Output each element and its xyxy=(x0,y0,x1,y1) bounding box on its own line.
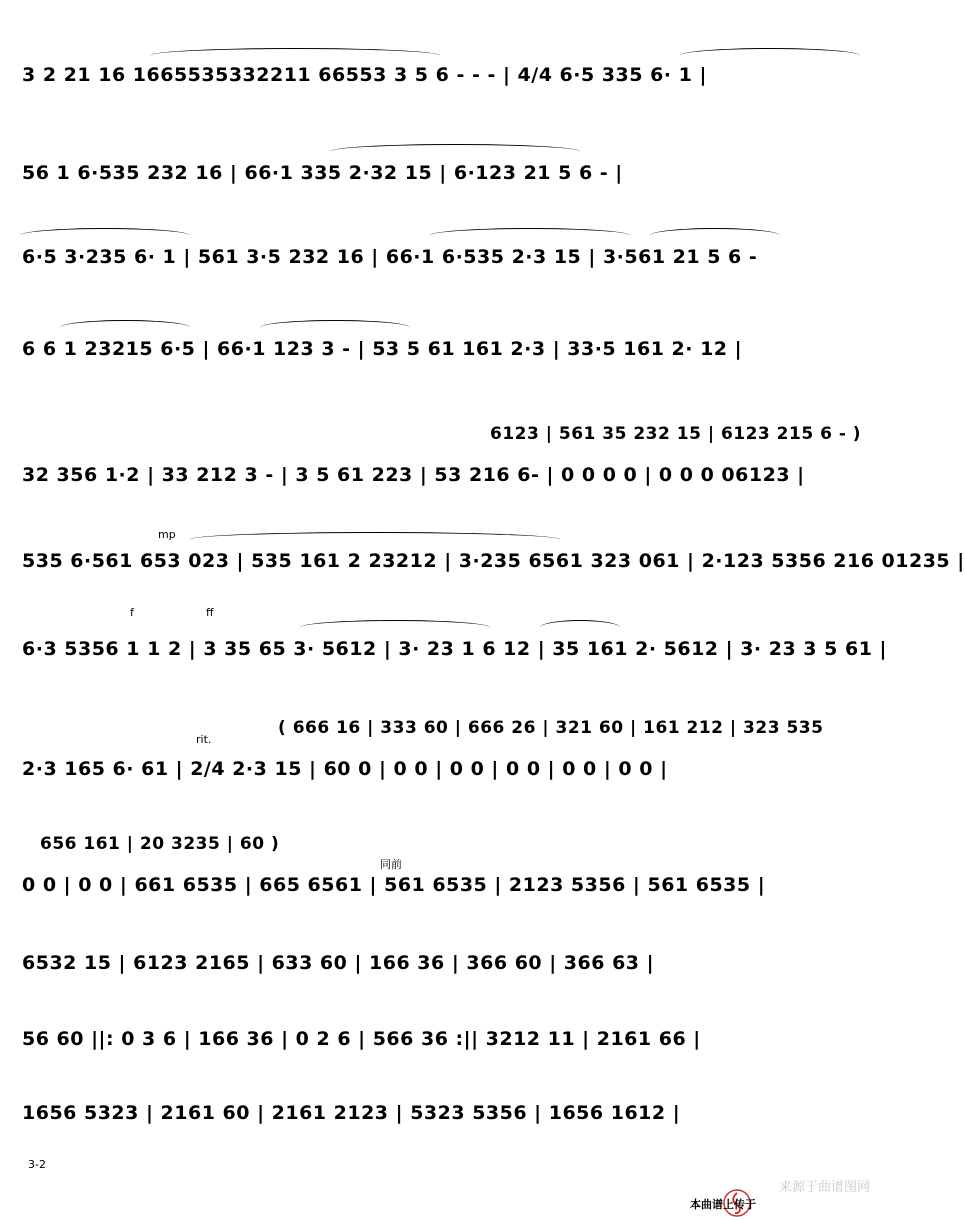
slur-arc xyxy=(540,620,620,635)
slur-arc xyxy=(150,48,440,63)
upper-line-row-8: ( 666 16 | 333 60 | 666 26 | 321 60 | 161 212 | 323 535 xyxy=(278,718,824,738)
dynamic-ff: ff xyxy=(206,606,214,619)
slur-arc xyxy=(650,228,780,243)
score-row-7 xyxy=(18,636,887,670)
notes: 3 2 21 16 1665535332211 66553 3 5 6 - - - | 4/4 6·5 335 6· 1 | xyxy=(22,64,707,86)
notes: 6·5 3·235 6· 1 | 561 3·5 232 16 | 66·1 6·535 2·3 15 | 3·561 21 5 6 - xyxy=(22,246,758,268)
notes: 56 60 ||: 0 3 6 | 166 36 | 0 2 6 | 566 36 :|| 3212 11 | 2161 66 | xyxy=(22,1028,701,1050)
notes: 2·3 165 6· 61 | 2/4 2·3 15 | 60 0 | 0 0 | 0 0 | 0 0 | 0 0 | 0 0 | xyxy=(22,758,668,780)
upper-line-row-9: 656 161 | 20 3235 | 60 ) xyxy=(40,834,280,854)
notes: 32 356 1·2 | 33 212 3 - | 3 5 61 223 | 53 216 6- | 0 0 0 0 | 0 0 0 06123 | xyxy=(22,464,805,486)
score-row-1 xyxy=(18,62,868,96)
score-row-5 xyxy=(18,462,868,496)
notes: 6532 15 | 6123 2165 | 633 60 | 166 36 | 366 60 | 366 63 | xyxy=(22,952,655,974)
slur-arc xyxy=(260,320,410,335)
footer-text: 本曲谱上传于 xyxy=(690,1198,756,1211)
tongqian-mark: 同前 xyxy=(380,858,402,871)
dynamic-mp: mp xyxy=(158,528,176,541)
slur-arc xyxy=(430,228,630,243)
notes: 6 6 1 23215 6·5 | 66·1 123 3 - | 53 5 61 161 2·3 | 33·5 161 2· 12 | xyxy=(22,338,743,360)
score-row-10 xyxy=(18,950,868,984)
notes: 0 0 | 0 0 | 661 6535 | 665 6561 | 561 6535 | 2123 5356 | 561 6535 | xyxy=(22,874,766,896)
upper-line-row-5: 6123 | 561 35 232 15 | 6123 215 6 - ) xyxy=(490,424,862,444)
slur-arc xyxy=(60,320,190,335)
notes: 6·3 5356 1 1 2 | 3 35 65 3· 5612 | 3· 23 1 6 12 | 35 161 2· 5612 | 3· 23 3 5 61 | xyxy=(22,638,887,660)
slur-arc xyxy=(330,144,580,159)
score-row-11 xyxy=(18,1026,868,1060)
score-row-8 xyxy=(18,756,868,790)
notes: 1656 5323 | 2161 60 | 2161 2123 | 5323 5356 | 1656 1612 | xyxy=(22,1102,681,1124)
slur-arc xyxy=(300,620,490,635)
tempo-rit: rit. xyxy=(196,733,212,746)
slur-arc xyxy=(190,532,560,547)
slur-arc xyxy=(20,228,190,243)
page-number: 3-2 xyxy=(28,1158,46,1171)
score-row-2 xyxy=(18,160,868,194)
score-row-6 xyxy=(18,548,965,582)
score-row-3 xyxy=(18,244,868,278)
dynamic-f: f xyxy=(130,606,134,619)
score-row-9 xyxy=(18,872,868,906)
score-row-12 xyxy=(18,1100,868,1134)
slur-arc xyxy=(680,48,860,63)
watermark-text: 来源于曲谱图网 xyxy=(778,1180,870,1195)
notes: 56 1 6·535 232 16 | 66·1 335 2·32 15 | 6·123 21 5 6 - | xyxy=(22,162,623,184)
notes: 535 6·561 653 023 | 535 161 2 23212 | 3·235 6561 323 061 | 2·123 5356 216 01235 | xyxy=(22,550,965,572)
score-row-4 xyxy=(18,336,868,370)
